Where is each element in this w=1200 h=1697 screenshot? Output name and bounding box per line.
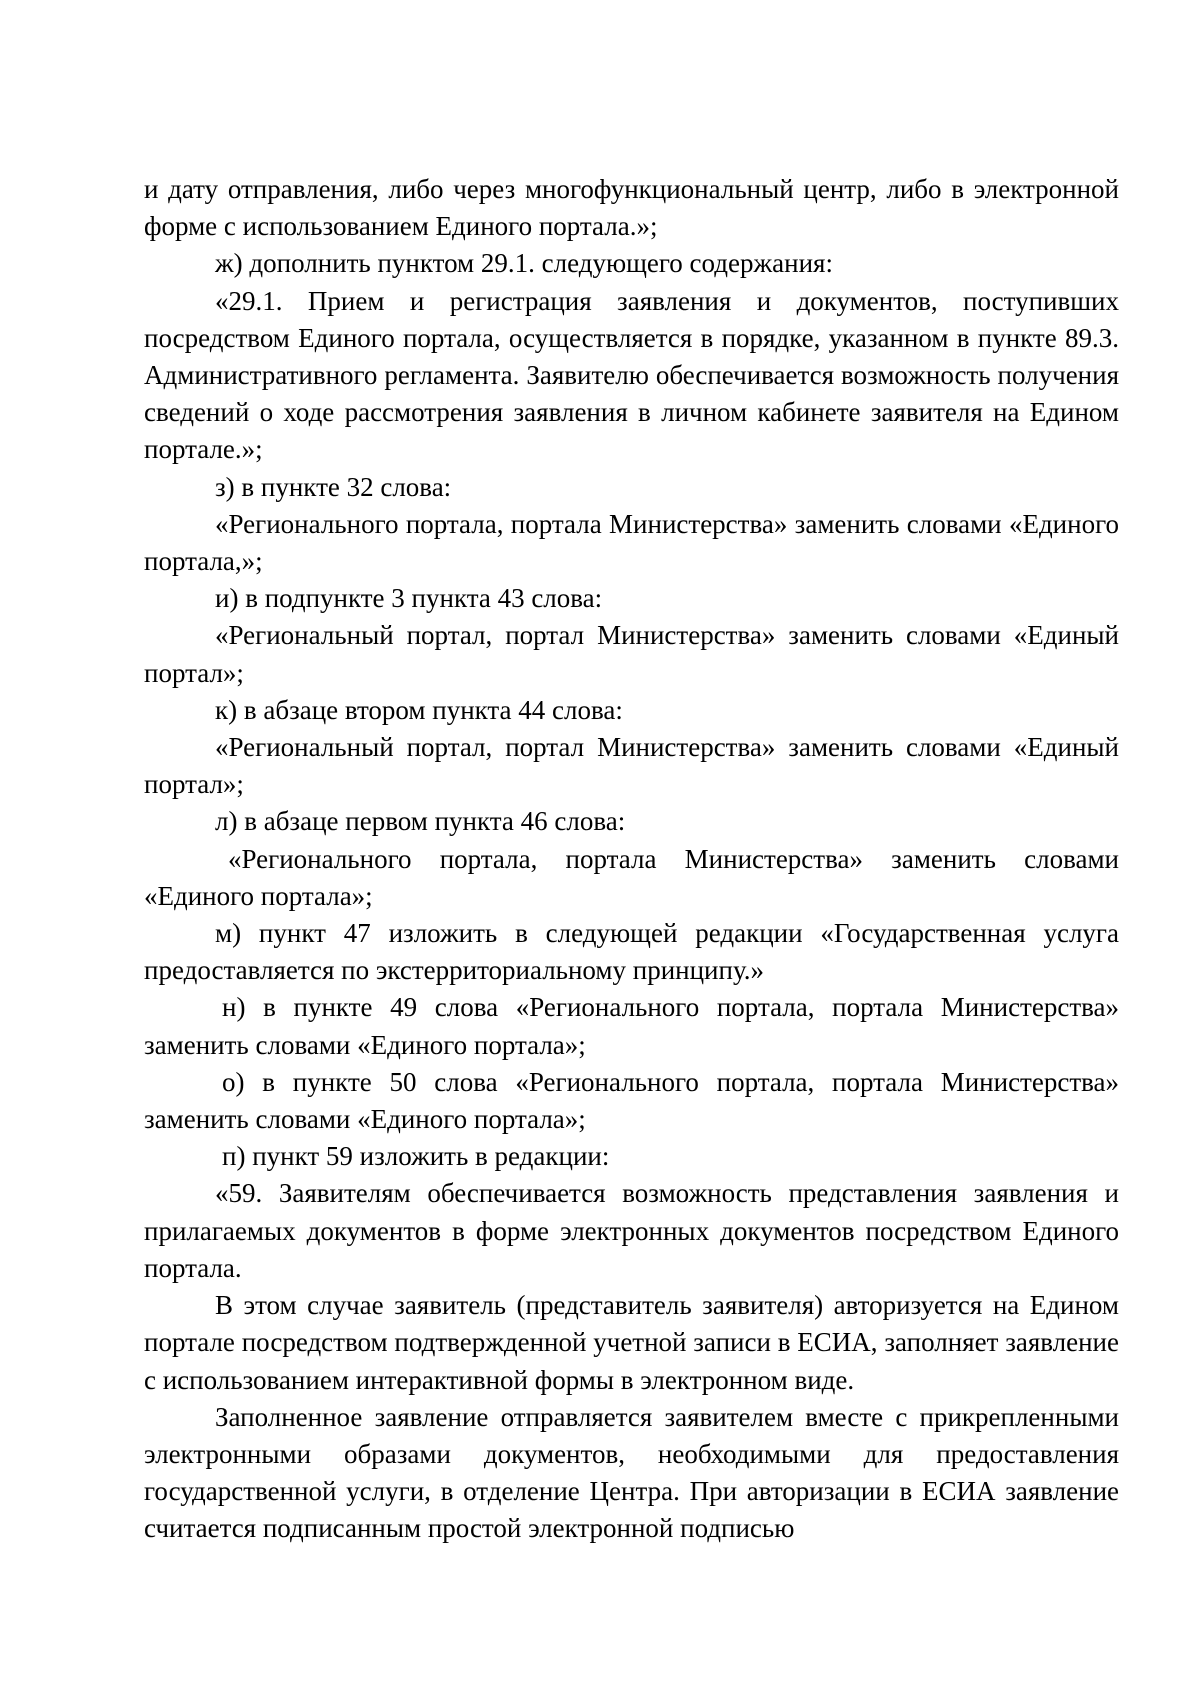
- document-body: [144, 171, 1119, 1548]
- paragraph-item-z: з) в пункте 32 слова:: [215, 471, 452, 502]
- paragraph-item-o: о) в пункте 50 слова «Регионального портала, портала Министерства» заменить словами «Единого портала»;: [144, 1066, 1119, 1135]
- paragraph-item-zh: ж) дополнить пунктом 29.1. следующего содержания:: [215, 248, 833, 279]
- paragraph-item-n: н) в пункте 49 слова «Регионального портала, портала Министерства» заменить словами «Единого портала»;: [144, 992, 1119, 1060]
- paragraph-item-i: и) в подпункте 3 пункта 43 слова:: [215, 583, 603, 614]
- paragraph-item-l-text: «Регионального портала, портала Министерства» заменить словами «Единого портала»;: [144, 843, 1119, 911]
- paragraph-submission: Заполненное заявление отправляется заявителем вместе с прикрепленными электронными образами документов, необходимыми для предоставления государственной услуги, в отделение Центра. При авторизации в ЕСИА заявление считается подписанным простой электронной подписью: [144, 1401, 1119, 1544]
- paragraph-item-i-text: «Региональный портал, портал Министерства» заменить словами «Единый портал»;: [144, 620, 1119, 688]
- paragraph-esia-auth: В этом случае заявитель (представитель заявителя) авторизуется на Едином портале посредством подтвержденной учетной записи в ЕСИА, заполняет заявление с использованием интерактивной формы в электронном виде.: [144, 1290, 1119, 1395]
- paragraph-item-k-text: «Региональный портал, портал Министерства» заменить словами «Единый портал»;: [144, 732, 1119, 800]
- paragraph-continuation: и дату отправления, либо через многофункциональный центр, либо в электронной форме с использованием Единого портала.»;: [144, 174, 1119, 242]
- paragraph-item-z-text: «Регионального портала, портала Министерства» заменить словами «Единого портала,»;: [144, 508, 1119, 577]
- paragraph-item-p: п) пункт 59 изложить в редакции:: [222, 1141, 610, 1172]
- paragraph-59: «59. Заявителям обеспечивается возможность представления заявления и прилагаемых документов в форме электронных документов посредством Единого портала.: [144, 1178, 1119, 1283]
- paragraph-29-1: «29.1. Прием и регистрация заявления и документов, поступивших посредством Единого портала, осуществляется в порядке, указанном в пункте 89.3. Административного регламента. Заявителю обеспечивается возможность получения сведений о ходе рассмотрения заявления в личном кабинете заявителя на Едином портале.»;: [144, 285, 1119, 465]
- paragraph-item-m: м) пункт 47 изложить в следующей редакции «Государственная услуга предоставляется по экстерриториальному принципу.»: [144, 918, 1119, 986]
- paragraph-item-k: к) в абзаце втором пункта 44 слова:: [215, 694, 623, 725]
- paragraph-item-l: л) в абзаце первом пункта 46 слова:: [215, 806, 626, 837]
